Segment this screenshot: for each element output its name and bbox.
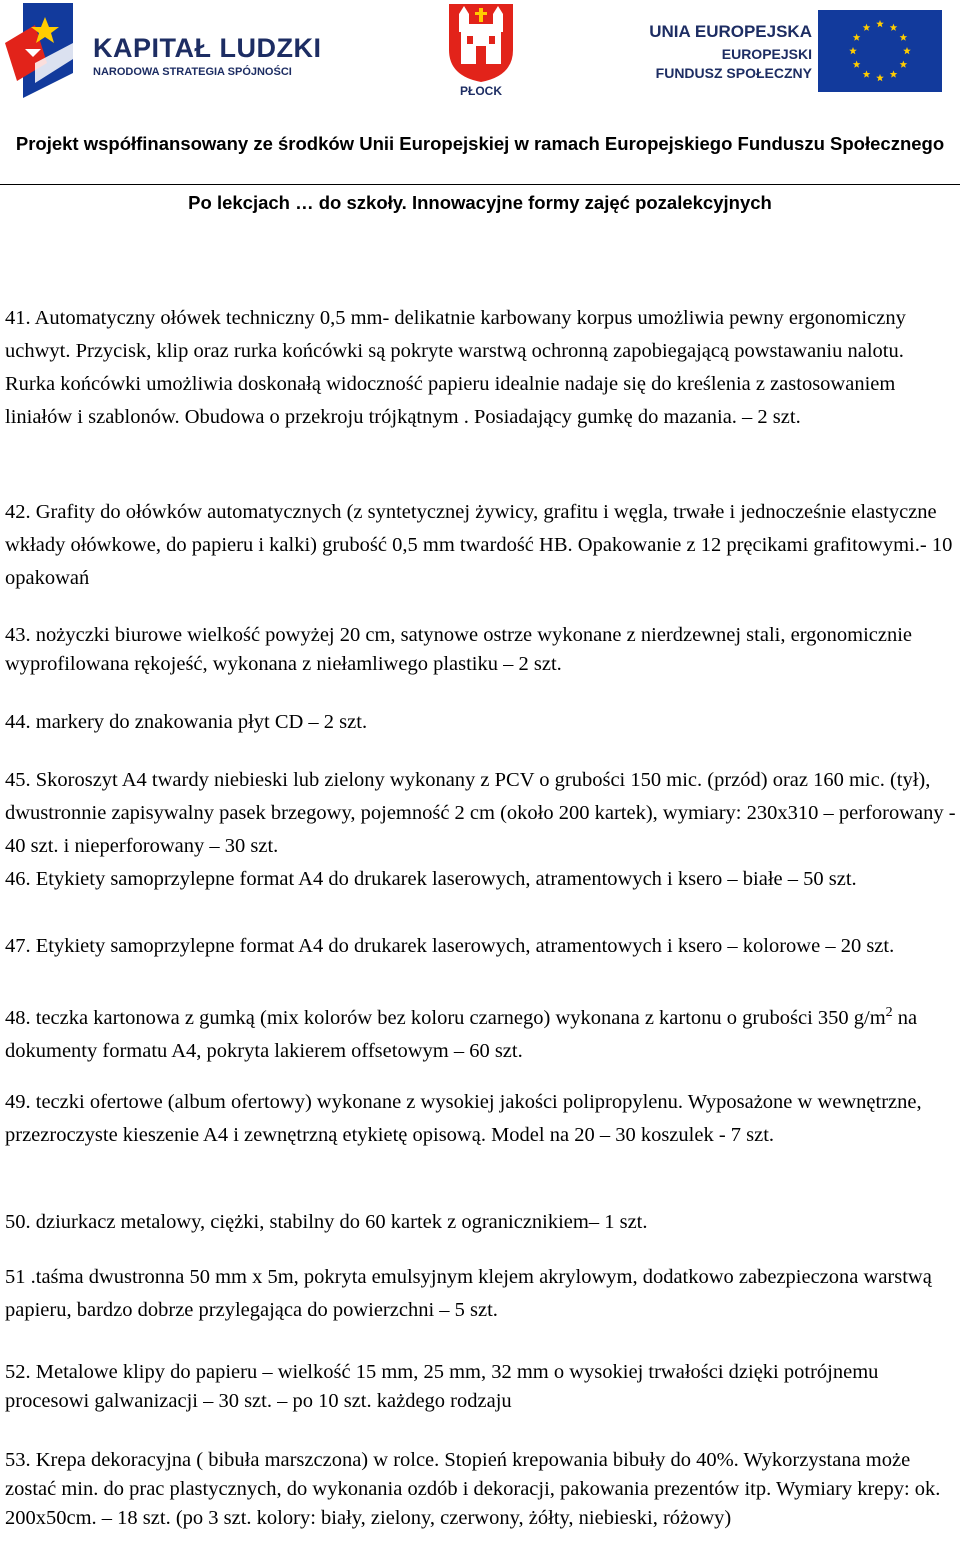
kapital-ludzki-subtitle: NARODOWA STRATEGIA SPÓJNOŚCI [93,66,292,78]
eu-line-3: FUNDUSZ SPOŁECZNY [655,65,812,81]
plock-coat-of-arms [441,2,521,102]
list-item-42: 42. Grafity do ołówków automatycznych (z syntetycznej żywicy, grafitu i węgla, trwałe i jednocześnie elastyczne wkłady ołówkowe, do papieru i kalki) grubość 0,5 mm twardość HB. Opakowanie z 12 pręcikami grafitowymi.- 10 opakowań [5,501,953,589]
list-item-51: 51 .taśma dwustronna 50 mm x 5m, pokryta emulsyjnym klejem akrylowym, dodatkowo zabezpieczona warstwą papieru, bardzo dobrze przylegająca do powierzchni – 5 szt. [5,1266,932,1321]
city-label: PŁOCK [460,84,502,98]
list-item-52: 52. Metalowe klipy do papieru – wielkość 15 mm, 25 mm, 32 mm o wysokiej trwałości dzięki potrójnemu procesowi galwanizacji – 30 szt. – po 10 szt. każdego rodzaju [5,1361,879,1412]
list-item-49: 49. teczki ofertowe (album ofertowy) wykonane z wysokiej jakości polipropylenu. Wyposażone w wewnętrzne, przezroczyste kieszenie A4 i zewnętrzną etykietę opisową. Model na 20 – 30 koszulek - 7 szt. [5,1091,922,1146]
list-item-41: 41. Automatyczny ołówek techniczny 0,5 mm- delikatnie karbowany korpus umożliwia pewny ergonomiczny uchwyt. Przycisk, klip oraz rurka końcówki są pokryte warstwą ochronną zapobiegającą powstawaniu nalotu. Rurka końcówki umożliwia doskonałą widoczność papieru idealnie nadaje się do kreślenia z zastosowaniem liniałów i szablonów. Obudowa o przekroju trójkątnym . Posiadający gumkę do mazania. – 2 szt. [5,307,906,428]
kapital-ludzki-logo [5,3,322,101]
coat-of-arms-icon [441,2,521,84]
list-item-48 [5,996,957,1068]
kapital-ludzki-emblem-icon [5,3,85,99]
list-item-47: 47. Etykiety samoprzylepne format A4 do drukarek laserowych, atramentowych i ksero – kolorowe – 20 szt. [5,935,895,957]
list-item-45: 45. Skoroszyt A4 twardy niebieski lub zielony wykonany z PCV o grubości 150 mic. (przód) oraz 160 mic. (tył), dwustronnie zapisywalny pasek brzegowy, pojemność 2 cm (około 200 kartek), wymiary: 230x310 – perforowany - 40 szt. i nieperforowany – 30 szt. [5,769,956,857]
project-cofinancing-line: Projekt współfinansowany ze środków Unii Europejskiej w ramach Europejskiego Funduszu Społecznego [15,133,945,154]
project-subtitle: Po lekcjach … do szkoły. Innowacyjne formy zajęć pozalekcyjnych [188,192,772,213]
list-item-48-text: 48. teczka kartonowa z gumką (mix kolorów bez koloru czarnego) wykonana z kartonu o grubości 350 g/m [5,1006,886,1029]
list-item-43: 43. nożyczki biurowe wielkość powyżej 20 cm, satynowe ostrze wykonane z nierdzewnej stali, ergonomicznie wyprofilowana rękojeść, wykonana z niełamliwego plastiku – 2 szt. [5,624,913,675]
kapital-ludzki-title: KAPITAŁ LUDZKI [93,33,322,63]
eu-line-2: EUROPEJSKI [721,46,812,62]
list-item-50: 50. dziurkacz metalowy, ciężki, stabilny do 60 kartek z ogranicznikiem– 1 szt. [5,1211,648,1233]
eu-logo [650,8,950,98]
list-item-53: 53. Krepa dekoracyjna ( bibuła marszczona) w rolce. Stopień krepowania bibuły do 40%. Wykorzystana może zostać min. do prac plastycznych, do wykonania ozdób i dekoracji, pakowania prezentów itp. Wymiary krepy: ok. 200x50cm. – 18 szt. (po 3 szt. kolory: biały, zielony, czerwony, żółty, niebieski, różowy) [5,1449,941,1529]
header-logos [0,0,960,112]
eu-flag-icon [818,10,942,92]
list-item-48-text-end: na dokumenty formatu A4, pokryta lakierem offsetowym – 60 szt. [5,1006,918,1062]
list-item-46: 46. Etykiety samoprzylepne format A4 do drukarek laserowych, atramentowych i ksero – białe – 50 szt. [5,868,857,890]
eu-line-1: UNIA EUROPEJSKA [649,22,812,41]
list-item-48-superscript: 2 [885,1005,893,1020]
header-divider [0,184,960,185]
list-item-44: 44. markery do znakowania płyt CD – 2 szt. [5,711,368,733]
